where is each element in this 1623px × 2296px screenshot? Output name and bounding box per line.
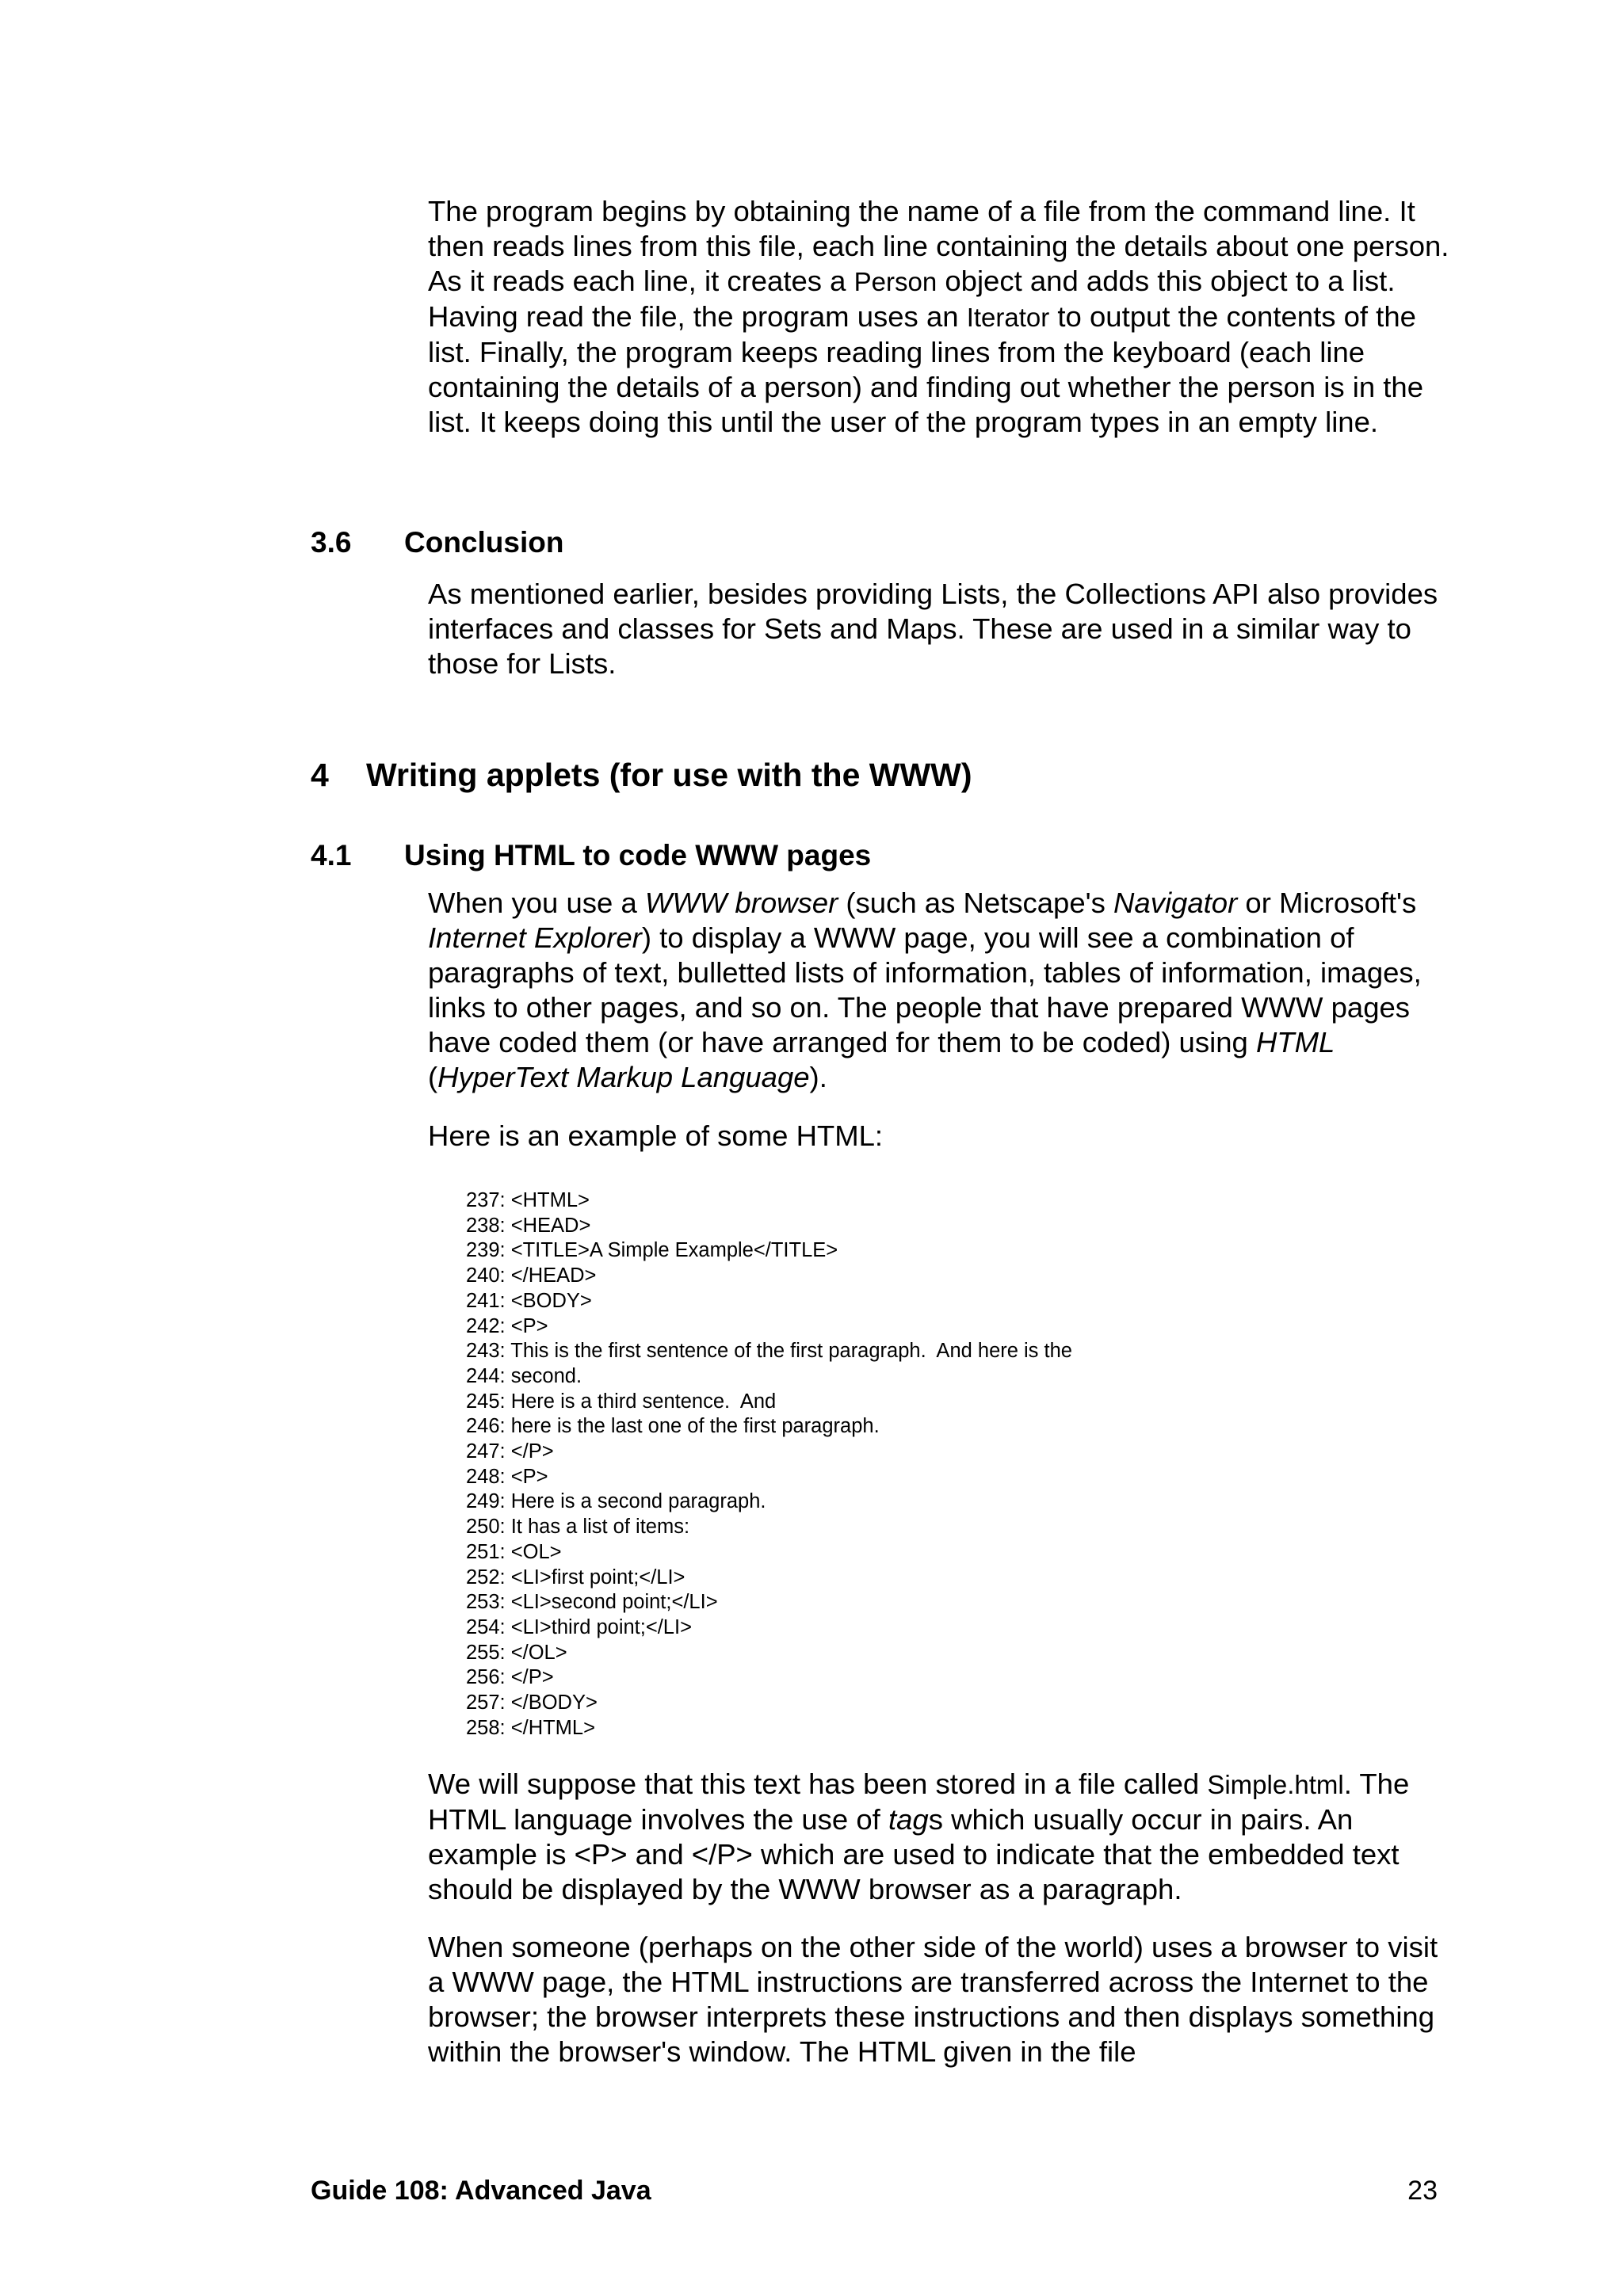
section-3-6-number: 3.6 [311, 526, 352, 559]
code-line: 253: <LI>second point;</LI> [466, 1591, 718, 1614]
code-line: 238: <HEAD> [466, 1214, 591, 1237]
code-line: 248: <P> [466, 1465, 548, 1488]
code-line: 242: <P> [466, 1314, 548, 1337]
conclusion-paragraph: As mentioned earlier, besides providing Lists, the Collections API also provides interfaces and classes for Sets and Maps. These are used in a similar way to those for Lists. [428, 578, 1438, 680]
section-3-6-title: Conclusion [404, 526, 564, 559]
html-intro-paragraph: When you use a WWW browser (such as Netscape's Navigator or Microsoft's Internet Explorer) to display a WWW page, you will see a combination of paragraphs of text, bulletted lists of information, tables of information, images, links to other pages, and so on. The people that have prepared WWW pages have coded them (or have arranged for them to be coded) using HTML (HyperText Markup Language). [428, 887, 1422, 1093]
page-number: 23 [1407, 2176, 1438, 2206]
footer-guide-title: Guide 108: Advanced Java [311, 2176, 651, 2206]
code-line: 243: This is the first sentence of the first paragraph. And here is the [466, 1340, 1072, 1363]
simple-html-paragraph: We will suppose that this text has been stored in a file called Simple.html. The HTML language involves the use of tags which usually occur in pairs. An example is <P> and </P> which are used to indicate that the embedded text should be displayed by the WWW browser as a paragraph. [428, 1768, 1410, 1905]
code-line: 256: </P> [466, 1666, 554, 1689]
chapter-4-number: 4 [311, 757, 329, 793]
section-4-1-title: Using HTML to code WWW pages [404, 839, 872, 871]
chapter-4-heading [311, 755, 972, 795]
code-line: 239: <TITLE>A Simple Example</TITLE> [466, 1239, 838, 1262]
code-line: 249: Here is a second paragraph. [466, 1490, 766, 1513]
code-line: 252: <LI>first point;</LI> [466, 1566, 685, 1589]
code-line: 255: </OL> [466, 1641, 567, 1664]
code-line: 245: Here is a third sentence. And [466, 1390, 777, 1413]
intro-paragraph: The program begins by obtaining the name of a file from the command line. It then reads lines from this file, each line containing the details about one person. As it reads each line, it creates a Person object and adds this object to a list. Having read the file, the program uses an Iterator to output the contents of the list. Finally, the program keeps reading lines from the keyboard (each line containing the details of a person) and finding out whether the person is in the list. It keeps doing this until the user of the program types in an empty line. [428, 195, 1449, 438]
code-line: 247: </P> [466, 1440, 554, 1463]
person-class-name: Person [854, 267, 938, 296]
code-line: 237: <HTML> [466, 1189, 590, 1211]
code-line: 254: <LI>third point;</LI> [466, 1615, 692, 1638]
file-name: Simple.html [1207, 1770, 1344, 1799]
code-line: 250: It has a list of items: [466, 1516, 690, 1539]
chapter-4-title: Writing applets (for use with the WWW) [366, 757, 972, 793]
code-line: 246: here is the last one of the first paragraph. [466, 1415, 880, 1438]
html-code-listing [466, 1188, 1417, 1741]
browser-paragraph: When someone (perhaps on the other side of the world) uses a browser to visit a WWW page, the HTML instructions are transferred across the Internet to the browser; the browser interprets these instructions and then displays something within the browser's window. The HTML given in the file [428, 1931, 1438, 2068]
code-line: 244: second. [466, 1364, 582, 1387]
section-4-1-number: 4.1 [311, 839, 352, 871]
example-lead-paragraph: Here is an example of some HTML: [428, 1119, 884, 1152]
code-line: 257: </BODY> [466, 1691, 598, 1714]
code-line: 251: <OL> [466, 1540, 562, 1563]
iterator-class-name: Iterator [966, 303, 1050, 332]
code-line: 240: </HEAD> [466, 1264, 597, 1287]
code-line: 241: <BODY> [466, 1289, 592, 1312]
code-line: 258: </HTML> [466, 1716, 595, 1739]
